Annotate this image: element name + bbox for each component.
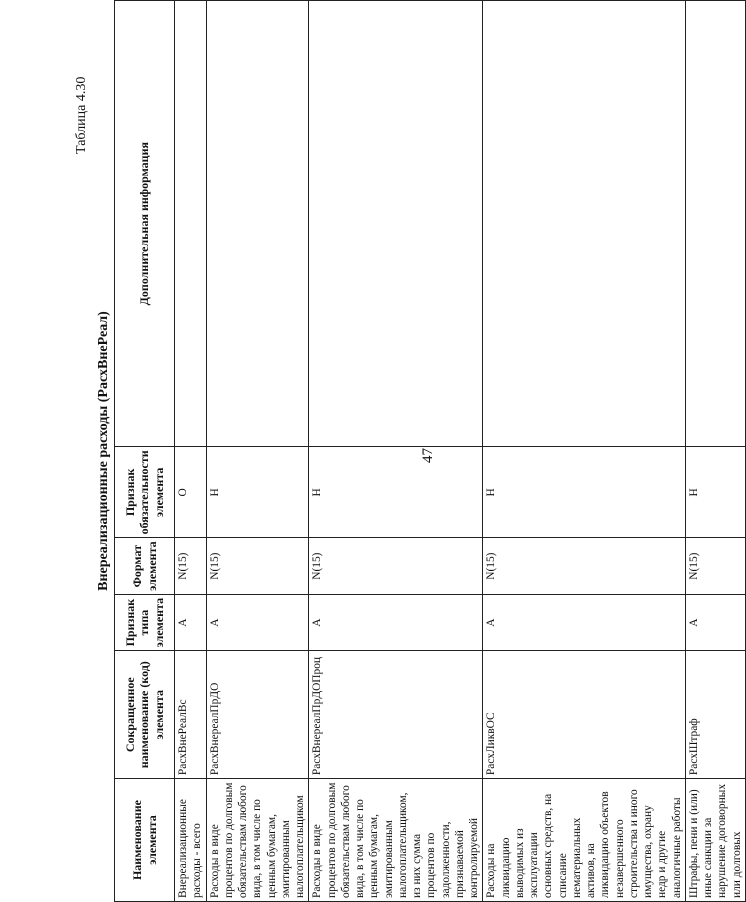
cell-code: РасхЛиквОС: [483, 651, 686, 779]
cell-required: Н: [309, 447, 483, 538]
table-title: Внереализационные расходы (РасхВнеРеал): [96, 311, 111, 591]
column-header-code: Сокращенное наименование (код) элемента: [115, 651, 175, 779]
cell-code: РасхВнереалПрДО: [206, 651, 309, 779]
cell-format: N(15): [309, 538, 483, 594]
cell-required: Н: [483, 447, 686, 538]
cell-type: А: [206, 594, 309, 650]
cell-format: N(15): [175, 538, 207, 594]
cell-format: N(15): [206, 538, 309, 594]
cell-type: А: [175, 594, 207, 650]
cell-info: [685, 1, 745, 447]
cell-info: [483, 1, 686, 447]
table-row: [206, 1, 309, 902]
column-header-type: Признак типа элемента: [115, 594, 175, 650]
cell-format: N(15): [685, 538, 745, 594]
cell-code: РасхВнереалПрДОПроц: [309, 651, 483, 779]
cell-name: Внереализационные расходы - всего: [175, 779, 207, 902]
column-header-format: Формат элемента: [115, 538, 175, 594]
table-row: [309, 1, 483, 902]
cell-required: Н: [206, 447, 309, 538]
cell-code: РасхВнеРеалВс: [175, 651, 207, 779]
table-label: Таблица 4.30: [74, 76, 89, 154]
cell-type: А: [483, 594, 686, 650]
column-header-required: Признак обязательности элемента: [115, 447, 175, 538]
cell-type: А: [685, 594, 745, 650]
cell-info: [309, 1, 483, 447]
cell-name: Расходы в виде процентов по долговым обязательствам любого вида, в том числе по ценным бумагам, эмитированным налогоплательщиком, из них сумма процентов по задолженности, признаваемой контролируемой: [309, 779, 483, 902]
table-row: [483, 1, 686, 902]
cell-name: Расходы в виде процентов по долговым обязательствам любого вида, в том числе по ценным бумагам, эмитированным налогоплательщиком: [206, 779, 309, 902]
table-row: [685, 1, 745, 902]
elements-table: [114, 0, 746, 902]
cell-required: Н: [685, 447, 745, 538]
column-header-name: Наименование элемента: [115, 779, 175, 902]
cell-name: Штрафы, пени и (или) иные санкции за нарушение договорных или долговых: [685, 779, 745, 902]
table-header-row: [115, 1, 175, 902]
cell-type: А: [309, 594, 483, 650]
column-header-info: Дополнительная информация: [115, 1, 175, 447]
cell-code: РасхШтраф: [685, 651, 745, 779]
table-row: [175, 1, 207, 902]
cell-format: N(15): [483, 538, 686, 594]
cell-name: Расходы на ликвидацию выводимых из эксплуатации основных средств, на списание нематериальных активов, на ликвидацию объектов незавершенного строительства и иного имущества, охрану недр и другие аналогичные работы: [483, 779, 686, 902]
page-number: 47: [420, 448, 436, 463]
cell-info: [206, 1, 309, 447]
cell-info: [175, 1, 207, 447]
cell-required: О: [175, 447, 207, 538]
